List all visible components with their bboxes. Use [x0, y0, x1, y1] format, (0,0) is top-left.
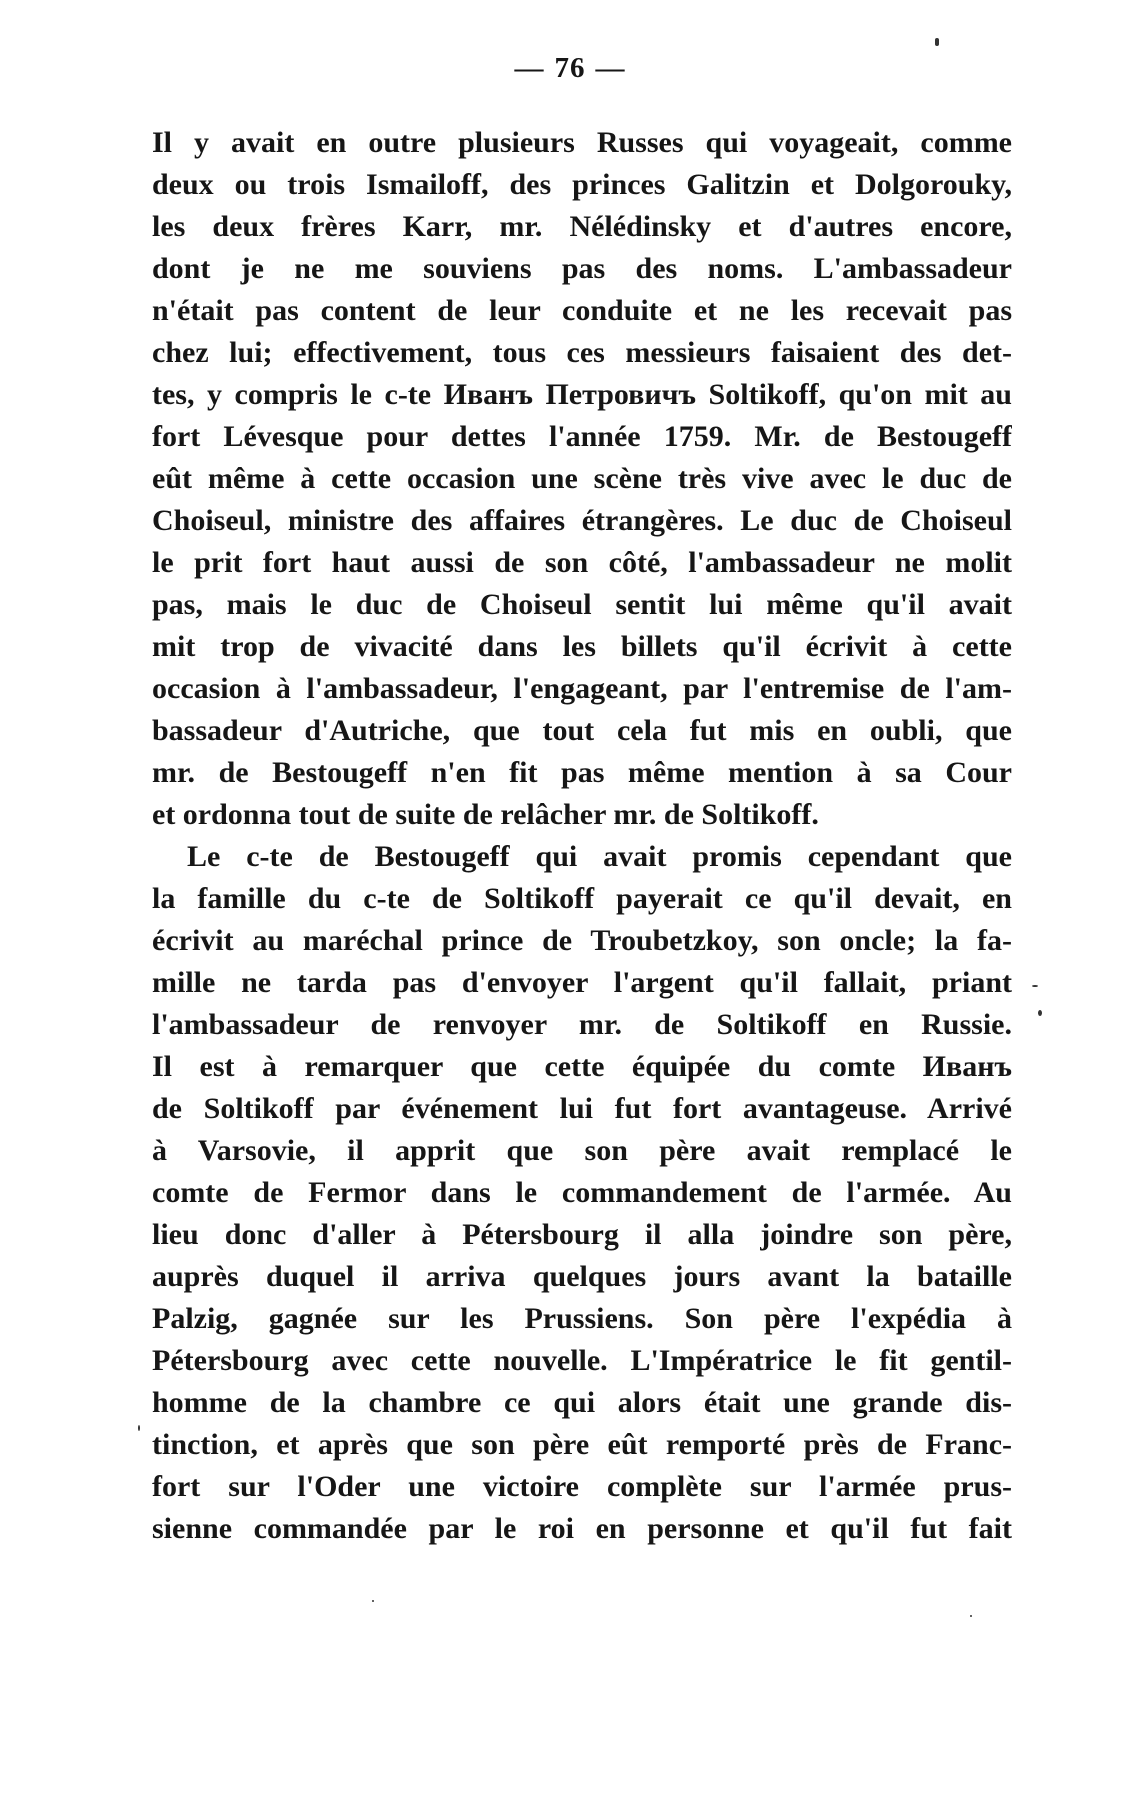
text-line: eût même à cette occasion une scène très vive avec le duc de	[152, 462, 1012, 495]
text-line: écrivit au maréchal prince de Troubetzkoy, son oncle; la fa-	[152, 924, 1012, 957]
body-text	[152, 122, 1012, 1550]
text-line: deux ou trois Ismailoff, des princes Galitzin et Dolgorouky,	[152, 168, 1012, 201]
text-line: fort Lévesque pour dettes l'année 1759. Mr. de Bestougeff	[152, 420, 1012, 453]
text-line: tinction, et après que son père eût remporté près de Franc-	[152, 1428, 1012, 1461]
text-line: tes, y compris le c-te Иванъ Петровичъ Soltikoff, qu'on mit au	[152, 378, 1012, 411]
page-number-value: 76	[554, 52, 586, 84]
text-line: auprès duquel il arriva quelques jours avant la bataille	[152, 1260, 1012, 1293]
text-line: Choiseul, ministre des affaires étrangères. Le duc de Choiseul	[152, 504, 1012, 537]
paragraph-1	[152, 122, 1012, 836]
scan-speck	[1038, 1010, 1042, 1016]
text-line: Palzig, gagnée sur les Prussiens. Son père l'expédia à	[152, 1302, 1012, 1335]
text-line: la famille du c-te de Soltikoff payerait ce qu'il devait, en	[152, 882, 1012, 915]
text-line: les deux frères Karr, mr. Nélédinsky et d'autres encore,	[152, 210, 1012, 243]
paragraph-2	[152, 836, 1012, 1550]
text-line: chez lui; effectivement, tous ces messieurs faisaient des det-	[152, 336, 1012, 369]
scan-speck	[935, 38, 939, 46]
text-line: homme de la chambre ce qui alors était une grande dis-	[152, 1386, 1012, 1419]
text-line: de Soltikoff par événement lui fut fort avantageuse. Arrivé	[152, 1092, 1012, 1125]
scan-speck	[372, 1600, 374, 1602]
text-line: occasion à l'ambassadeur, l'engageant, par l'entremise de l'am-	[152, 672, 1012, 705]
text-line: mille ne tarda pas d'envoyer l'argent qu'il fallait, priant	[152, 966, 1012, 999]
text-line: pas, mais le duc de Choiseul sentit lui même qu'il avait	[152, 588, 1012, 621]
scan-speck	[970, 1615, 972, 1617]
text-line: Il y avait en outre plusieurs Russes qui voyageait, comme	[152, 126, 1012, 159]
text-line: le prit fort haut aussi de son côté, l'ambassadeur ne molit	[152, 546, 1012, 579]
text-line: comte de Fermor dans le commandement de l'armée. Au	[152, 1176, 1012, 1209]
text-line: dont je ne me souviens pas des noms. L'ambassadeur	[152, 252, 1012, 285]
text-line: Le c-te de Bestougeff qui avait promis cependant que	[187, 840, 1012, 873]
text-line: et ordonna tout de suite de relâcher mr. de Soltikoff.	[152, 798, 819, 831]
text-line: l'ambassadeur de renvoyer mr. de Soltikoff en Russie.	[152, 1008, 1012, 1041]
page-number-dash-left: —	[514, 52, 545, 84]
text-line: bassadeur d'Autriche, que tout cela fut mis en oubli, que	[152, 714, 1012, 747]
page-number-dash-right: —	[595, 52, 626, 84]
text-line: à Varsovie, il apprit que son père avait remplacé le	[152, 1134, 1012, 1167]
text-line: fort sur l'Oder une victoire complète sur l'armée prus-	[152, 1470, 1012, 1503]
text-line: Pétersbourg avec cette nouvelle. L'Impératrice le fit gentil-	[152, 1344, 1012, 1377]
text-line: Il est à remarquer que cette équipée du comte Иванъ	[152, 1050, 1012, 1083]
scan-speck	[1032, 985, 1038, 987]
page-number	[0, 52, 1140, 85]
text-line: sienne commandée par le roi en personne et qu'il fut fait	[152, 1512, 1012, 1545]
text-line: mit trop de vivacité dans les billets qu'il écrivit à cette	[152, 630, 1012, 663]
text-line: lieu donc d'aller à Pétersbourg il alla joindre son père,	[152, 1218, 1012, 1251]
text-line: mr. de Bestougeff n'en fit pas même mention à sa Cour	[152, 756, 1012, 789]
scan-speck	[138, 1425, 140, 1431]
text-line: n'était pas content de leur conduite et ne les recevait pas	[152, 294, 1012, 327]
